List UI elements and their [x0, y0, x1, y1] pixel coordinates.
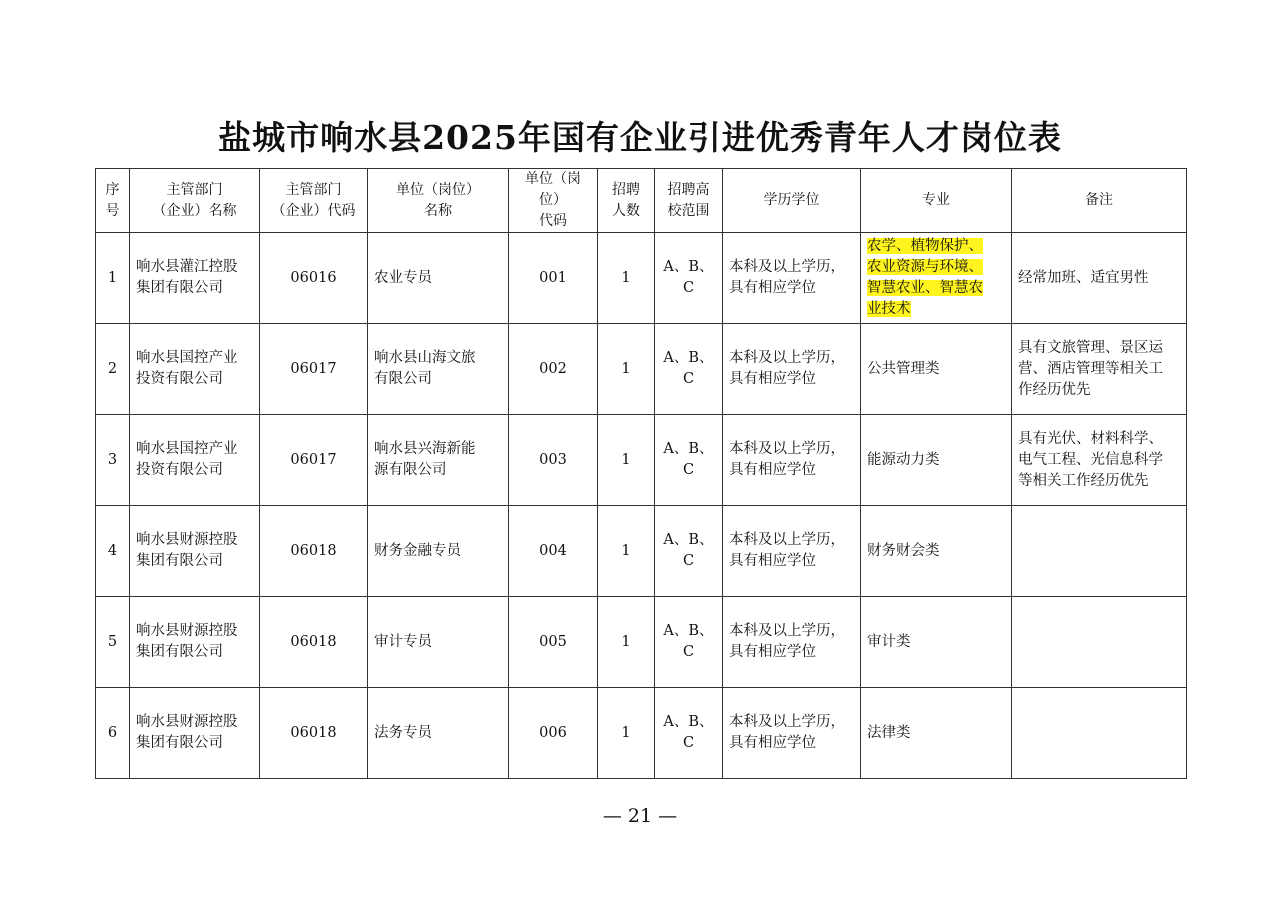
- cell-major: [861, 233, 1012, 324]
- cell-dept-name-line: 集团有限公司: [136, 644, 223, 660]
- cell-count: 1: [598, 597, 655, 688]
- cell-remarks: [1012, 233, 1187, 324]
- cell-school-range: A、B、C: [655, 597, 723, 688]
- cell-education-line: 本科及以上学历，: [729, 350, 845, 366]
- cell-major-line: 审计类: [867, 633, 911, 650]
- cell-education: [723, 233, 861, 324]
- cell-unit-name-line: 响水县山海文旅: [374, 350, 476, 366]
- cell-dept-name-line: 投资有限公司: [136, 371, 223, 387]
- cell-unit-name: [368, 597, 509, 688]
- cell-dept-name: [130, 597, 260, 688]
- cell-major-line: 法律类: [867, 724, 911, 741]
- cell-dept-name: [130, 506, 260, 597]
- cell-education-line: 具有相应学位: [729, 280, 816, 296]
- cell-count: 1: [598, 688, 655, 779]
- cell-major: [861, 597, 1012, 688]
- page-title: 盐城市响水县2025年国有企业引进优秀青年人才岗位表: [218, 118, 1062, 157]
- cell-dept-code: 06016: [260, 233, 368, 324]
- cell-remarks: [1012, 688, 1187, 779]
- cell-unit-name: [368, 233, 509, 324]
- cell-major: [861, 688, 1012, 779]
- cell-major-line: 智慧农业、智慧农: [867, 280, 983, 296]
- cell-major-line: 能源动力类: [867, 451, 940, 468]
- cell-dept-name-line: 响水县财源控股: [136, 714, 238, 730]
- cell-education-line: 具有相应学位: [729, 371, 816, 387]
- header-major: 专业: [861, 169, 1012, 233]
- cell-seq: 6: [96, 688, 130, 779]
- table-body: [96, 233, 1187, 779]
- cell-major: [861, 415, 1012, 506]
- cell-dept-name: [130, 688, 260, 779]
- table-row: [96, 597, 1187, 688]
- cell-remarks: [1012, 597, 1187, 688]
- header-school-range: 招聘高 校范围: [655, 169, 723, 233]
- header-remarks: 备注: [1012, 169, 1187, 233]
- cell-seq: 5: [96, 597, 130, 688]
- cell-dept-name-line: 响水县国控产业: [136, 441, 238, 457]
- cell-remarks-line: 经常加班、适宜男性: [1018, 269, 1149, 286]
- cell-education-line: 本科及以上学历，: [729, 441, 845, 457]
- cell-unit-name: [368, 324, 509, 415]
- cell-school-range: A、B、C: [655, 688, 723, 779]
- table-row: [96, 233, 1187, 324]
- table-row: [96, 688, 1187, 779]
- cell-unit-name: [368, 506, 509, 597]
- cell-school-range: A、B、C: [655, 415, 723, 506]
- cell-unit-name-line: 法务专员: [374, 724, 432, 741]
- cell-remarks: [1012, 415, 1187, 506]
- cell-count: 1: [598, 233, 655, 324]
- cell-count: 1: [598, 415, 655, 506]
- cell-dept-name: [130, 233, 260, 324]
- cell-school-range: A、B、C: [655, 324, 723, 415]
- header-dept-name: 主管部门 （企业）名称: [130, 169, 260, 233]
- cell-dept-code: 06018: [260, 506, 368, 597]
- cell-remarks-line: 具有光伏、材料科学、: [1018, 430, 1163, 447]
- cell-unit-code: 005: [509, 597, 598, 688]
- cell-remarks: [1012, 506, 1187, 597]
- header-dept-code: 主管部门 （企业）代码: [260, 169, 368, 233]
- cell-remarks-line: 作经历优先: [1018, 381, 1091, 398]
- cell-education: [723, 688, 861, 779]
- cell-remarks-line: 等相关工作经历优先: [1018, 472, 1149, 489]
- cell-education-line: 具有相应学位: [729, 644, 816, 660]
- cell-unit-code: 004: [509, 506, 598, 597]
- cell-major: [861, 506, 1012, 597]
- cell-unit-name-line: 源有限公司: [374, 462, 447, 478]
- cell-unit-code: 006: [509, 688, 598, 779]
- header-unit-code: 单位（岗位） 代码: [509, 169, 598, 233]
- cell-dept-name-line: 响水县财源控股: [136, 532, 238, 548]
- cell-remarks-line: 营、酒店管理等相关工: [1018, 360, 1163, 377]
- cell-major: [861, 324, 1012, 415]
- cell-unit-name-line: 审计专员: [374, 633, 432, 650]
- table-row: [96, 324, 1187, 415]
- cell-major-line: 农学、植物保护、: [867, 238, 983, 254]
- table-header-row: [96, 169, 1187, 233]
- cell-unit-name-line: 农业专员: [374, 269, 432, 286]
- cell-dept-code: 06017: [260, 324, 368, 415]
- cell-remarks-line: 具有文旅管理、景区运: [1018, 339, 1163, 356]
- cell-dept-code: 06018: [260, 597, 368, 688]
- cell-education-line: 本科及以上学历，: [729, 623, 845, 639]
- cell-unit-name-line: 财务金融专员: [374, 542, 461, 559]
- cell-education-line: 具有相应学位: [729, 553, 816, 569]
- cell-dept-name-line: 响水县财源控股: [136, 623, 238, 639]
- cell-dept-name-line: 集团有限公司: [136, 280, 223, 296]
- cell-dept-code: 06018: [260, 688, 368, 779]
- table-row: [96, 415, 1187, 506]
- cell-education-line: 具有相应学位: [729, 735, 816, 751]
- cell-count: 1: [598, 506, 655, 597]
- cell-dept-name-line: 响水县国控产业: [136, 350, 238, 366]
- cell-dept-name-line: 投资有限公司: [136, 462, 223, 478]
- cell-education: [723, 324, 861, 415]
- cell-seq: 3: [96, 415, 130, 506]
- header-seq: 序 号: [96, 169, 130, 233]
- cell-seq: 1: [96, 233, 130, 324]
- cell-unit-code: 002: [509, 324, 598, 415]
- cell-remarks-line: 电气工程、光信息科学: [1018, 451, 1163, 468]
- cell-education: [723, 415, 861, 506]
- cell-unit-name: [368, 688, 509, 779]
- cell-dept-name-line: 集团有限公司: [136, 735, 223, 751]
- cell-seq: 4: [96, 506, 130, 597]
- cell-major-line: 财务财会类: [867, 542, 940, 559]
- cell-dept-code: 06017: [260, 415, 368, 506]
- cell-major-line: 公共管理类: [867, 360, 940, 377]
- cell-unit-name-line: 响水县兴海新能: [374, 441, 476, 457]
- cell-dept-name-line: 响水县灌江控股: [136, 259, 238, 275]
- cell-unit-name: [368, 415, 509, 506]
- cell-major-line: 农业资源与环境、: [867, 259, 983, 275]
- cell-education-line: 具有相应学位: [729, 462, 816, 478]
- cell-unit-name-line: 有限公司: [374, 371, 432, 387]
- cell-unit-code: 001: [509, 233, 598, 324]
- cell-unit-code: 003: [509, 415, 598, 506]
- cell-remarks: [1012, 324, 1187, 415]
- cell-seq: 2: [96, 324, 130, 415]
- cell-dept-name: [130, 415, 260, 506]
- cell-major-line: 业技术: [867, 301, 911, 317]
- cell-dept-name-line: 集团有限公司: [136, 553, 223, 569]
- cell-education: [723, 506, 861, 597]
- cell-school-range: A、B、C: [655, 233, 723, 324]
- header-education: 学历学位: [723, 169, 861, 233]
- cell-education: [723, 597, 861, 688]
- recruitment-table: [95, 168, 1187, 779]
- page-number: — 21 —: [602, 805, 678, 827]
- cell-school-range: A、B、C: [655, 506, 723, 597]
- table-row: [96, 506, 1187, 597]
- cell-education-line: 本科及以上学历，: [729, 714, 845, 730]
- header-count: 招聘 人数: [598, 169, 655, 233]
- cell-education-line: 本科及以上学历，: [729, 532, 845, 548]
- cell-dept-name: [130, 324, 260, 415]
- cell-education-line: 本科及以上学历，: [729, 259, 845, 275]
- header-unit-name: 单位（岗位） 名称: [368, 169, 509, 233]
- cell-count: 1: [598, 324, 655, 415]
